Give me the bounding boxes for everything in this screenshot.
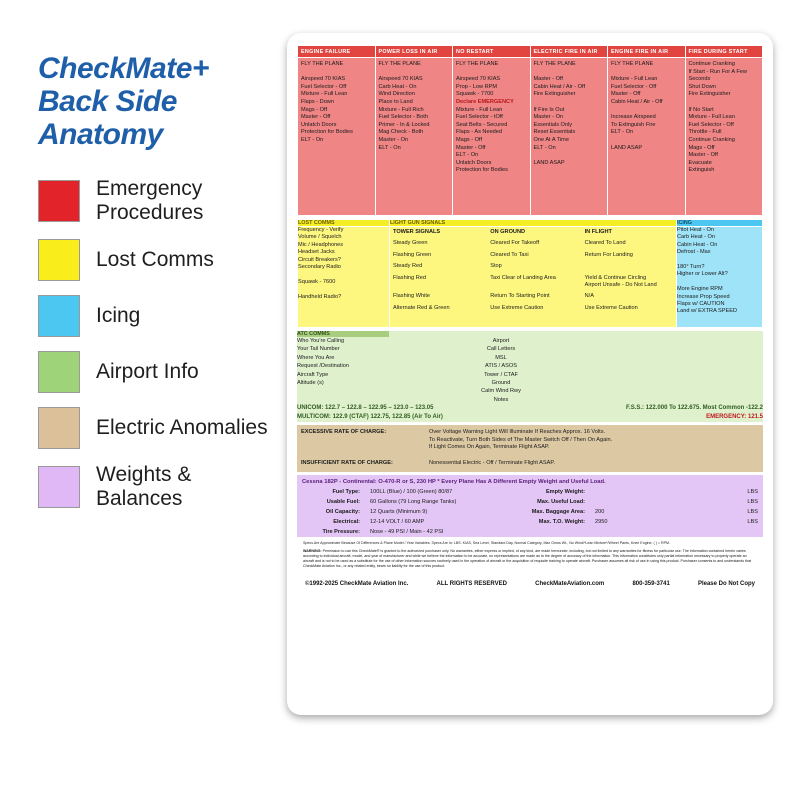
emergency-freq-value: 121.5 [747, 414, 763, 421]
legend-item-airport-info [38, 351, 278, 393]
weights-key-oil-capacity: Oil Capacity: [325, 508, 360, 515]
emergency-col-no-restart [453, 58, 531, 216]
weights-unit-baggage: LBS [747, 508, 758, 515]
emergency-freq-group [706, 413, 763, 422]
weights-value-empty-weight[interactable] [590, 487, 719, 497]
weights-blank-unit [719, 527, 763, 537]
text-line: If Light Comes On Again, Terminate Flight ASAP. [429, 444, 550, 451]
emergency-lines-3 [534, 61, 605, 167]
legend-swatch-airport-info [38, 351, 80, 393]
legend-swatch-emergency [38, 180, 80, 222]
text-line: Seat Belts - Secured [456, 121, 508, 128]
text-line: Protection for Bodies [456, 167, 508, 174]
frequency-footer [297, 404, 763, 422]
text-line: ATIS / ASOS [485, 363, 517, 370]
weights-value-baggage: 200 [595, 508, 605, 515]
lost-comms-header: LOST COMMS [298, 220, 390, 227]
emergency-col-engine-failure [298, 58, 376, 216]
text-line: Circuit Breakers? [298, 256, 341, 263]
lost-comms-body [298, 227, 390, 328]
text-line: Increase Airspeed [611, 114, 656, 121]
text-line [611, 137, 682, 145]
text-line: Who You're Calling [297, 338, 345, 344]
text-line: To Extinguish Fire [611, 121, 656, 128]
weights-value-useful-load[interactable] [590, 497, 719, 507]
text-line [534, 69, 605, 77]
emergency-col-engine-fire [608, 58, 686, 216]
text-line: Tower / CTAF [484, 371, 518, 378]
table-row [390, 261, 676, 272]
text-line: Mixture - Full Lean [688, 114, 735, 121]
table-row [390, 303, 676, 314]
atc-header: ATC COMMS [297, 331, 389, 337]
light-gun-col-tower: TOWER SIGNALS [393, 229, 441, 235]
text-line: Frequency - Verify [298, 227, 344, 233]
table-row [297, 456, 763, 472]
emergency-lines-4 [611, 61, 682, 152]
text-line: Declare EMERGENCY [456, 98, 514, 105]
light-gun-signal-2: Steady Red [393, 263, 423, 270]
copyright-bar [297, 573, 763, 587]
unicom-value: 122.7 – 122.8 – 122.95 – 123.0 – 123.05 [325, 405, 434, 412]
legend-title-line-2: Back Side [38, 85, 177, 118]
text-line: ELT - On [611, 129, 634, 136]
text-line: Mag Check - Both [378, 129, 424, 136]
emergency-col-fire-start [685, 58, 763, 216]
icing-header: ICING [677, 220, 763, 227]
electric-band [297, 425, 763, 471]
light-gun-ground-0: Cleared For Takeoff [490, 240, 540, 247]
emergency-col-power-loss [375, 58, 453, 216]
light-gun-signal-3: Flashing Red [393, 274, 426, 281]
legend-title-line-1: CheckMate+ [38, 52, 209, 85]
light-gun-col-flight: IN FLIGHT [584, 229, 612, 235]
text-line: Wind Direction [378, 91, 415, 98]
text-line: If Fire Is Out [533, 106, 565, 113]
multicom-group [297, 413, 443, 422]
text-line: Land w/ EXTRA SPEED [677, 308, 738, 315]
text-line [379, 69, 450, 77]
weights-band [297, 475, 763, 537]
legend-label-icing: Icing [96, 304, 141, 327]
text-line: FLY THE PLANE [611, 61, 654, 67]
table-row [390, 291, 676, 302]
legend-item-electric-anomalies [38, 407, 278, 449]
light-gun-flight-3-line-1: Airport Unsafe - Do Not Land [584, 282, 657, 289]
warning-block [297, 548, 763, 573]
table-row [297, 517, 763, 527]
text-line: Master - Off [301, 114, 331, 121]
text-line: Master - Off [611, 91, 641, 98]
text-line: Master - Off [456, 144, 486, 151]
lost-comms-lines [298, 227, 389, 301]
multicom-label: MULTICOM: [297, 414, 331, 421]
legend-item-icing [38, 295, 278, 337]
text-line: Request /Destination [297, 363, 349, 370]
no-copy-text: Please Do Not Copy [697, 580, 755, 587]
text-line: FLY THE PLANE [301, 61, 344, 67]
text-line: Place to Land [378, 98, 413, 105]
text-line [677, 257, 762, 264]
atc-prompts [297, 337, 389, 404]
legend-swatch-lost-comms [38, 239, 80, 281]
frequency-row-multicom [297, 413, 763, 422]
text-line: Cabin Heat / Air - Off [611, 98, 663, 105]
text-line: Handheld Radio? [298, 293, 342, 300]
light-gun-flight-5: Use Extreme Caution [584, 304, 638, 311]
legend-item-weights-balances [38, 463, 278, 511]
light-gun-flight-2 [582, 261, 676, 272]
text-line: Call Letters [486, 346, 516, 353]
light-gun-ground-1: Cleared To Taxi [490, 251, 529, 258]
weights-blank-key [494, 527, 590, 537]
light-gun-ground-2: Stop [490, 263, 502, 270]
text-line: Airport [492, 338, 510, 344]
website-text: CheckMateAviation.com [535, 580, 605, 587]
emergency-header-engine-fire: ENGINE FIRE IN AIR [608, 46, 686, 58]
comms-icing-band [297, 219, 763, 328]
legend-label-lost-comms: Lost Comms [96, 248, 214, 271]
text-line: Fuel Selector - Off [301, 83, 347, 90]
weights-value-usable-fuel: 60 Gallons (79 Long Range Tanks) [370, 498, 457, 505]
checklist-card [287, 33, 773, 715]
emergency-header-no-restart: NO RESTART [453, 46, 531, 58]
text-line: Airspeed 70 KIAS [301, 76, 346, 83]
light-gun-signal-1: Flashing Green [393, 251, 432, 258]
light-gun-flight-4: N/A [584, 293, 594, 300]
text-line [689, 99, 760, 107]
table-row [390, 273, 676, 292]
warning-label: WARNING: [303, 548, 322, 553]
text-line [611, 69, 682, 77]
light-gun-flight-1: Return For Landing [584, 251, 633, 258]
text-line: One At A Time [533, 136, 569, 143]
electric-text-insufficient [425, 456, 763, 472]
weights-value-to-weight: 2950 [595, 518, 608, 525]
icing-body [677, 227, 763, 328]
text-line: Shut Down [688, 83, 716, 90]
text-line: Mags - Off [688, 144, 715, 151]
text-line: Increase Prop Speed [677, 293, 730, 300]
text-line: Volume / Squelch [298, 234, 342, 241]
atc-notes-area[interactable] [613, 337, 763, 404]
warning-text: Permission to use this CheckMate® is granted to the authorized purchaser only. No warranties, either express or implied, of any kind, are made hereunder, including, but not limited to any warranties for fitness for particular use. The information contained herein varies according to individual aircraft, model, and year of manufacturer and while we believe the information to be accurate, no representations are made as to the degree of accuracy of the information. This information constitutes only partial information necessary to properly operate an aircraft and is not to be used as a substitute for the use of other information sources routinely used in the operation of aircraft or the acquisition of requisite training to operate aircraft. Purchaser assumes all risk of use in using this product. Purchaser consents to and understands that CheckMate Aviation Inc., or any related entity, bears no liability for the use of this product. [303, 548, 752, 568]
text-line: Master - Off [688, 152, 718, 159]
text-line: Calm Wind Rwy [481, 388, 521, 395]
light-gun-signal-4: Flashing White [393, 293, 430, 300]
light-gun-flight-3-line-0: Yield & Continue Circling [584, 274, 647, 281]
table-row [297, 425, 763, 456]
text-line: Unlatch Doors [456, 159, 492, 166]
text-line: Airspeed 70 KIAS [456, 76, 501, 83]
emergency-header-fire-start: FIRE DURING START [685, 46, 763, 58]
weights-key-useful-load: Max. Useful Load: [537, 498, 585, 505]
legend-swatch-icing [38, 295, 80, 337]
weights-value-tire-pressure: Nose - 49 PSI / Main - 42 PSI [370, 528, 444, 535]
rights-text: ALL RIGHTS RESERVED [436, 580, 507, 587]
text-line: Aircraft Type [297, 371, 329, 378]
legend-swatch-electric [38, 407, 80, 449]
legend-label-emergency: Emergency Procedures [96, 177, 204, 224]
legend-label-weights: Weights & Balances [96, 463, 192, 510]
fss-group [626, 404, 763, 413]
legend-label-electric: Electric Anomalies [96, 416, 268, 439]
weights-blank-value [590, 527, 719, 537]
text-line: Mags - Off [301, 106, 328, 113]
copyright-text: ©1992-2025 CheckMate Aviation Inc. [305, 580, 409, 587]
text-line: Mixture - Full Rich [378, 106, 424, 113]
text-line: Carb Heat - On [378, 83, 417, 90]
atc-frequency-fields[interactable] [389, 337, 613, 404]
text-line: Flaps w/ CAUTION [677, 301, 725, 308]
frequency-row-unicom [297, 404, 763, 413]
text-line: Mixture - Full Lean [456, 106, 503, 113]
text-line: Prop - Low RPM [456, 83, 498, 90]
weights-key-electrical: Electrical: [333, 518, 360, 525]
text-line: MSL [495, 354, 507, 361]
text-line: Throttle - Full [688, 129, 722, 136]
text-line: Altitude (s) [297, 380, 324, 387]
light-gun-header: LIGHT GUN SIGNALS [390, 220, 677, 227]
weights-key-tire-pressure: Tire Pressure: [322, 528, 360, 535]
table-row [390, 238, 676, 249]
text-line: Cabin Heat - On [677, 241, 718, 248]
text-line: Fuel Selector - Both [378, 114, 428, 121]
text-line: LAND ASAP [533, 159, 565, 166]
weights-key-empty-weight: Empty Weight: [545, 488, 585, 495]
text-line: ELT - On [533, 144, 556, 151]
text-line: Extinguish [688, 167, 715, 174]
emergency-lines-1 [379, 61, 450, 152]
text-line: Flaps - Down [301, 98, 334, 105]
unicom-label: UNICOM: [297, 405, 324, 412]
emergency-freq-label: EMERGENCY: [706, 414, 747, 421]
text-line: Mixture - Full Lean [301, 91, 348, 98]
weights-unit-empty-weight: LBS [747, 488, 758, 495]
table-row [390, 250, 676, 261]
text-line [611, 107, 682, 115]
weights-title: Cessna 182P - Continental: O-470-R or S, 230 HP * Every Plane Has A Different Empty Weight and Useful Load. [302, 478, 606, 485]
text-line: ELT - On [378, 144, 401, 151]
text-line: Carb Heat - On [677, 234, 715, 241]
fss-label: F.S.S.: [626, 405, 645, 412]
light-gun-flight-3 [582, 273, 676, 292]
atc-prompt-lines [297, 337, 389, 387]
light-gun-ground-5: Use Extreme Caution [490, 304, 544, 311]
text-line: Over Voltage Warning Light Will Illuminate If Reaches Approx. 16 Volts. [429, 429, 606, 436]
phone-text: 800-359-3741 [632, 580, 670, 587]
weights-key-baggage: Max. Baggage Area: [531, 508, 585, 515]
emergency-lines-0 [301, 61, 372, 145]
text-line: If Start - Run For A Few [688, 68, 747, 75]
text-line: Ground [491, 380, 511, 387]
light-gun-signal-5: Alternate Red & Green [393, 304, 450, 311]
weights-key-to-weight: Max. T.O. Weight: [538, 518, 585, 525]
text-line: ELT - On [456, 152, 479, 159]
text-line: Pitot Heat - On [677, 227, 714, 233]
fss-value: 122.000 To 122.675. Most Common -122.2 [645, 405, 763, 412]
table-row [297, 487, 763, 497]
emergency-lines-2 [456, 61, 527, 175]
light-gun-flight-0: Cleared To Land [584, 240, 626, 247]
text-line: Master - On [378, 136, 409, 143]
text-line [298, 286, 389, 293]
text-line: Cabin Heat / Air - Off [533, 83, 586, 90]
text-line: ELT - On [301, 136, 324, 143]
text-line: Notes [493, 396, 509, 403]
emergency-header-engine-failure: ENGINE FAILURE [298, 46, 376, 58]
emergency-header-power-loss: POWER LOSS IN AIR [375, 46, 453, 58]
emergency-header-electric-fire: ELECTRIC FIRE IN AIR [530, 46, 608, 58]
light-gun-col-ground: ON GROUND [490, 229, 526, 235]
text-line: Protection for Bodies [301, 129, 353, 136]
text-line: Mic / Headphones [298, 241, 344, 248]
weights-key-usable-fuel: Usable Fuel: [326, 498, 360, 505]
text-line: Mixture - Full Lean [611, 76, 658, 83]
text-line: FLY THE PLANE [533, 61, 576, 67]
text-line: Fuel Selector - Off [611, 83, 657, 90]
text-line: If No Start [688, 106, 714, 113]
emergency-band [297, 45, 763, 216]
text-line: Continue Cranking [688, 61, 735, 67]
text-line: More Engine RPM [677, 286, 723, 293]
text-line: Higher or Lower Alt? [677, 271, 728, 278]
text-line: Master - Off [533, 76, 563, 83]
unicom-group [297, 404, 433, 413]
electric-text-excessive [425, 425, 763, 456]
text-line: Seconds [688, 76, 711, 83]
text-line: Nonessential Electric - Off / Terminate Flight ASAP. [429, 460, 555, 467]
text-line: Essentials Only [533, 121, 573, 128]
light-gun-table [390, 227, 676, 314]
text-line: Primer - In & Locked [378, 121, 430, 128]
light-gun-ground-4: Return To Starting Point [490, 293, 550, 300]
spec-note: Specs Are Approximate Because Of Differences & Plane Model / Year Variables. Specs Are In: LBS. KIAS, Sea Level, Standard Day, Normal Category, Max Gross Wt., No Wind/*Lean Mixture*/Wheel Pants, Knee Engine. ( ) = RPM. [303, 540, 670, 545]
text-line [301, 69, 372, 77]
text-line: Defrost - Max [677, 249, 711, 256]
light-gun-col-headers [390, 227, 676, 238]
legend-title-line-3: Anatomy [38, 118, 163, 151]
text-line: Evacuate [688, 159, 712, 166]
text-line: Mags - Off [456, 136, 483, 143]
legend-panel [38, 52, 278, 525]
weights-unit-to-weight: LBS [747, 518, 758, 525]
text-line: Where You Are [297, 354, 335, 361]
atc-band [297, 331, 763, 422]
text-line: FLY THE PLANE [378, 61, 421, 67]
legend-item-lost-comms [38, 239, 278, 281]
text-line: To Reactivate, Turn Both Sides of The Master Switch Off / Then On Again. [429, 436, 613, 443]
light-gun-body [390, 227, 677, 328]
text-line [456, 69, 527, 77]
table-row [297, 497, 763, 507]
emergency-lines-5 [689, 61, 760, 175]
text-line: LAND ASAP [611, 144, 643, 151]
text-line: Fire Extinguisher [688, 91, 731, 98]
electric-label-excessive: EXCESSIVE RATE OF CHARGE: [301, 429, 387, 436]
light-gun-signal-0: Steady Green [393, 240, 428, 247]
electric-lines-0 [429, 429, 759, 452]
weights-value-oil-capacity: 12 Quarts (Minimum 9) [370, 508, 428, 515]
text-line: Fire Extinguisher [533, 91, 576, 98]
legend-swatch-weights [38, 466, 80, 508]
legend-label-airport-info: Airport Info [96, 360, 199, 383]
text-line: Fuel Selector - Off [688, 121, 734, 128]
text-line: Continue Cranking [688, 136, 735, 143]
text-line [298, 271, 389, 278]
text-line: Reset Essentials [533, 129, 576, 136]
icing-lines [677, 227, 762, 316]
text-line: Unlatch Doors [301, 121, 337, 128]
weights-unit-useful-load: LBS [747, 498, 758, 505]
legend-item-emergency-procedures [38, 177, 278, 225]
text-line: Squawk - 7700 [456, 91, 494, 98]
text-line: Airspeed 70 KIAS [378, 76, 423, 83]
multicom-value: 122.9 (CTAF) 122.75, 122.85 (Air To Air) [332, 414, 443, 421]
electric-lines-1 [429, 460, 759, 468]
weights-table [297, 487, 763, 537]
text-line: Your Tail Number [297, 346, 340, 353]
weights-value-electrical: 12-14 VOLT / 60 AMP [370, 518, 425, 525]
light-gun-ground-3: Taxi Clear of Landing Area [490, 274, 556, 281]
text-line [534, 152, 605, 160]
weights-key-fuel-type: Fuel Type: [332, 488, 360, 495]
emergency-col-electric-fire [530, 58, 608, 216]
text-line: Secondary Radio [298, 264, 341, 271]
text-line [677, 279, 762, 286]
text-line: Flaps - As Needed [456, 129, 503, 136]
text-line: 180° Turn? [677, 264, 705, 271]
atc-frequency-lines [389, 337, 613, 404]
text-line: Headset Jacks [298, 249, 335, 256]
table-row [297, 527, 763, 537]
text-line: Fuel Selector - tOff [456, 114, 503, 121]
table-row [297, 507, 763, 517]
weights-value-fuel-type: 100LL (Blue) / 100 (Green) 80/87 [370, 488, 453, 495]
text-line: Master - On [533, 114, 564, 121]
electric-label-insufficient: INSUFFICIENT RATE OF CHARGE: [301, 460, 393, 467]
text-line [534, 99, 605, 107]
text-line: Squawk - 7600 [298, 278, 336, 285]
legend-title [38, 52, 278, 151]
text-line: FLY THE PLANE [456, 61, 499, 67]
